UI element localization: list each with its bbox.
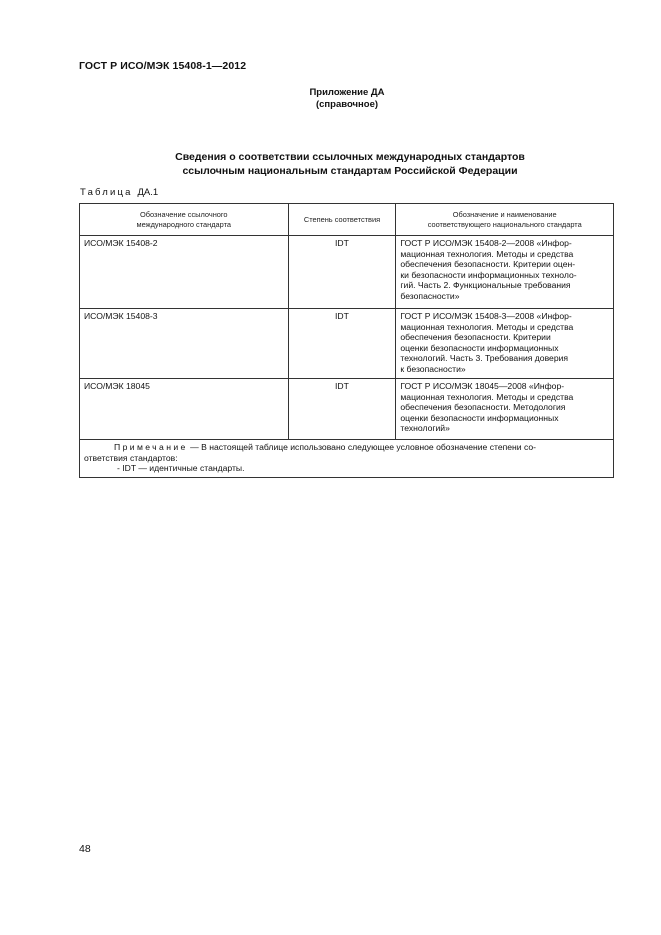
section-title-line-1: Сведения о соответствии ссылочных международных стандартов <box>175 151 525 163</box>
cell-standard: ИСО/МЭК 15408-3 <box>80 309 289 379</box>
cell-standard: ИСО/МЭК 15408-2 <box>80 236 289 309</box>
description-line: ГОСТ Р ИСО/МЭК 15408-2—2008 «Инфор- <box>400 238 572 248</box>
header-col2-text: Степень соответствия <box>303 214 381 224</box>
description-line: ки безопасности информационных техноло- <box>400 269 577 280</box>
description-line: гий. Часть 2. Функциональные требования <box>400 280 571 291</box>
description-line: безопасности» <box>400 290 460 301</box>
table-row <box>80 379 614 440</box>
note-text-2: ответствия стандартов: <box>84 452 178 463</box>
description-line: ГОСТ Р ИСО/МЭК 18045—2008 «Инфор- <box>400 381 565 391</box>
header-international-standard <box>80 204 289 236</box>
section-title-line-2: ссылочным национальным стандартам Российской Федерации <box>182 164 518 177</box>
table-note-row <box>80 440 614 478</box>
description-line: технологий» <box>400 423 450 434</box>
description-line: обеспечения безопасности. Критерии <box>400 332 551 343</box>
description-line: оценки безопасности информационных <box>400 342 559 353</box>
description-line: к безопасности» <box>400 363 466 374</box>
header-degree <box>288 204 396 236</box>
document-header: ГОСТ Р ИСО/МЭК 15408-1—2012 <box>79 60 247 72</box>
table-row <box>80 236 614 309</box>
annex-subtitle: (справочное) <box>315 99 379 110</box>
description-line: обеспечения безопасности. Критерии оцен- <box>400 259 576 270</box>
note-line-1 <box>84 442 609 453</box>
description-line: мационная технология. Методы и средства <box>400 391 574 402</box>
header-col1-line-1: Обозначение ссылочного <box>140 209 228 219</box>
cell-degree: IDT <box>288 379 396 440</box>
table-caption <box>80 187 158 198</box>
description-line: мационная технология. Методы и средства <box>400 248 574 259</box>
description-line: мационная технология. Методы и средства <box>400 321 574 332</box>
description-line: оценки безопасности информационных <box>400 412 559 423</box>
cell-description <box>396 236 614 309</box>
note-text-1: — В настоящей таблице использовано следующее условное обозначение степени со- <box>187 442 537 452</box>
header-col1-line-2: международного стандарта <box>136 219 232 229</box>
cell-description <box>396 379 614 440</box>
table-caption-number: ДА.1 <box>137 187 159 198</box>
section-title <box>80 151 620 178</box>
description-line: технологий. Часть 3. Требования доверия <box>400 353 569 364</box>
description-line: ГОСТ Р ИСО/МЭК 15408-3—2008 «Инфор- <box>400 311 572 321</box>
cell-standard: ИСО/МЭК 18045 <box>80 379 289 440</box>
cell-description <box>396 309 614 379</box>
header-col3-line-2: соответствующего национального стандарта <box>427 219 582 229</box>
table-row <box>80 309 614 379</box>
table-note <box>80 440 614 478</box>
annex-title: Приложение ДА <box>309 87 385 98</box>
cell-degree: IDT <box>288 309 396 379</box>
note-label: Примечание <box>114 442 188 452</box>
table-header-row <box>80 204 614 236</box>
correspondence-table <box>79 203 614 478</box>
description-line: обеспечения безопасности. Методология <box>400 402 566 413</box>
page-number: 48 <box>79 843 91 855</box>
header-national-standard <box>396 204 614 236</box>
annex-heading <box>0 87 661 111</box>
cell-degree: IDT <box>288 236 396 309</box>
table-caption-word: Таблица <box>80 187 133 198</box>
note-item: - IDT — идентичные стандарты. <box>117 463 245 474</box>
header-col3-line-1: Обозначение и наименование <box>452 209 557 219</box>
